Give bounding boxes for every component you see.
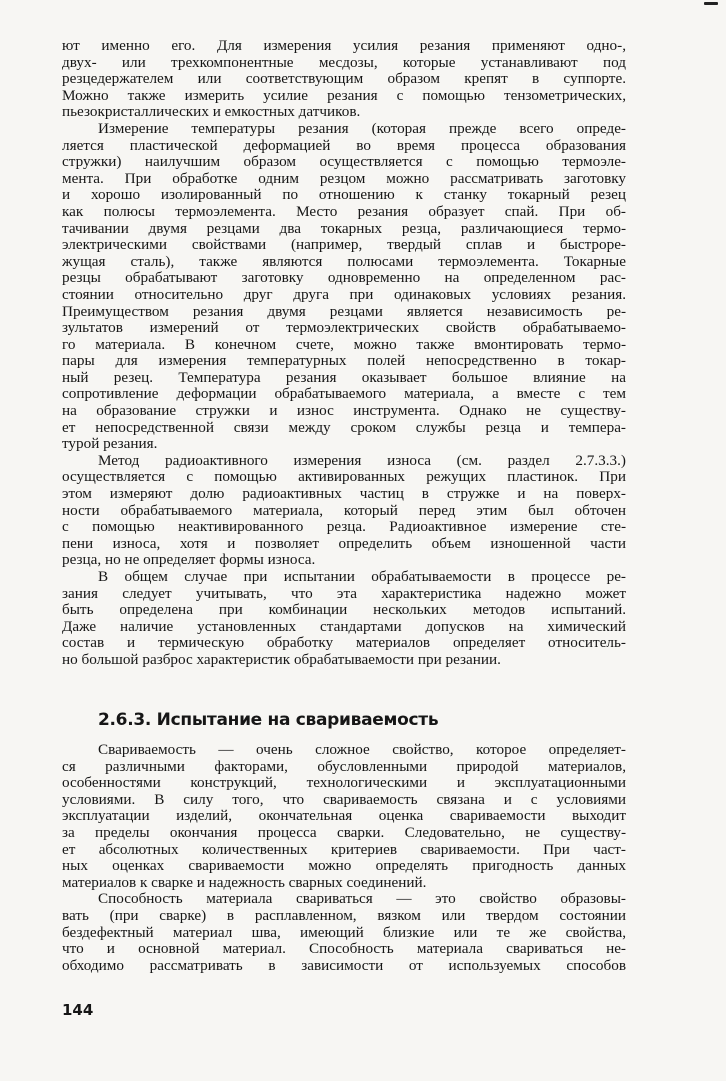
paragraph — [62, 121, 626, 453]
scan-mark — [704, 2, 718, 5]
text-line: мента. При обработке одним резцом можно рассматривать заготовку — [62, 170, 626, 187]
text-line: тачивании двумя резцами два токарных резца, различающиеся термо- — [62, 220, 626, 237]
text-line: условиями. В силу того, что свариваемость связана и с условиями — [62, 791, 626, 808]
text-line: как полюсы термоэлемента. Место резания образует спай. При об- — [62, 203, 626, 220]
paragraph — [62, 742, 626, 891]
text-line: ет непосредственной связи между сроком службы резца и темпера- — [62, 419, 626, 436]
text-line: ный резец. Температура резания оказывает большое влияние на — [62, 369, 626, 386]
text-line: эксплуатации изделий, окончательная оценка свариваемости выходит — [62, 808, 626, 825]
text-line: пьезокристаллических и емкостных датчиков. — [62, 104, 361, 121]
text-line: особенностями конструкций, технологическими и эксплуатационными — [62, 775, 626, 792]
text-line: но большой разброс характеристик обрабатываемости при резании. — [62, 651, 501, 668]
text-line: турой резания. — [62, 436, 158, 453]
text-line: ют именно его. Для измерения усилия резания применяют одно-, — [62, 38, 626, 54]
text-line: Способность материала свариваться — это свойство образовы- — [98, 891, 626, 908]
text-line: Метод радиоактивного измерения износа (см. раздел 2.7.3.3.) — [98, 452, 626, 469]
text-line: электрическими свойствами (например, твердый сплав и быстроре- — [62, 237, 626, 254]
text-line: Измерение температуры резания (которая прежде всего опреде- — [98, 120, 626, 137]
text-line: за пределы окончания процесса сварки. Следовательно, не существу- — [62, 824, 626, 841]
text-line: ляется пластической деформацией во время процесса образования — [62, 137, 626, 154]
page-number: 144 — [62, 1001, 94, 1019]
section-body-text — [62, 742, 626, 974]
text-line: пары для измерения температурных полей непосредственно в токар- — [62, 353, 626, 370]
text-line: стружки) наилучшим образом осуществляется с помощью термоэле- — [62, 154, 626, 171]
text-line: с помощью неактивированного резца. Радиоактивное измерение сте- — [62, 519, 626, 536]
text-line: Даже наличие установленных стандартами допусков на химический — [62, 618, 626, 635]
text-line: ет абсолютных количественных критериев свариваемости. При част- — [62, 841, 626, 858]
text-line: Свариваемость — очень сложное свойство, которое определяет- — [98, 742, 626, 758]
text-line: обходимо рассматривать в зависимости от используемых способов — [62, 957, 626, 974]
text-line: быть определена при комбинации нескольких методов испытаний. — [62, 602, 626, 619]
text-line: состав и термическую обработку материалов определяет относитель- — [62, 635, 626, 652]
text-line: ных оценках свариваемости можно определять пригодность данных — [62, 858, 626, 875]
paragraph — [62, 453, 626, 569]
text-line: вать (при сварке) в расплавленном, вязком или твердом состоянии — [62, 907, 626, 924]
body-text — [62, 38, 626, 669]
paragraph — [62, 38, 626, 121]
text-line: жущая сталь), также являются полюсами термоэлемента. Токарные — [62, 253, 626, 270]
text-line: двух- или трехкомпонентные месдозы, которые устанавливают под — [62, 54, 626, 71]
text-line: го материала. В конечном счете, можно также вмонтировать термо- — [62, 336, 626, 353]
text-line: зультатов измерений от термоэлектрических свойств обрабатываемо- — [62, 320, 626, 337]
text-line: ся различными факторами, обусловленными природой материалов, — [62, 758, 626, 775]
section-heading: 2.6.3. Испытание на свариваемость — [98, 710, 439, 730]
paragraph — [62, 569, 626, 669]
text-line: ности обрабатываемого материала, который перед этим был обточен — [62, 502, 626, 519]
text-line: резцедержателем или соответствующим образом крепят в суппорте. — [62, 71, 626, 88]
text-line: стоянии относительно друг друга при одинаковых условиях резания. — [62, 286, 626, 303]
text-line: что и основной материал. Способность материала свариваться не- — [62, 941, 626, 958]
text-line: Можно также измерить усилие резания с помощью тензометрических, — [62, 87, 626, 104]
text-line: материалов к сварке и надежность сварных соединений. — [62, 874, 427, 891]
text-line: на образование стружки и износ инструмента. Однако не существу- — [62, 403, 626, 420]
text-line: осуществляется с помощью активированных режущих пластинок. При — [62, 469, 626, 486]
text-line: бездефектный материал шва, имеющий близкие или те же свойства, — [62, 924, 626, 941]
text-line: этом измеряют долю радиоактивных частиц в стружке и на поверх- — [62, 486, 626, 503]
text-line: и хорошо изолированный по отношению к станку токарный резец — [62, 187, 626, 204]
paragraph — [62, 891, 626, 974]
text-line: Преимуществом резания двумя резцами является независимость ре- — [62, 303, 626, 320]
text-line: пени износа, хотя и позволяет определить объем изношенной части — [62, 535, 626, 552]
text-line: зания следует учитывать, что эта характеристика надежно может — [62, 585, 626, 602]
text-line: резцы обрабатывают заготовку одновременно на определенном рас- — [62, 270, 626, 287]
text-line: резца, но не определяет формы износа. — [62, 552, 316, 569]
text-line: сопротивление деформации обрабатываемого материала, а вместе с тем — [62, 386, 626, 403]
text-line: В общем случае при испытании обрабатываемости в процессе ре- — [98, 569, 626, 585]
